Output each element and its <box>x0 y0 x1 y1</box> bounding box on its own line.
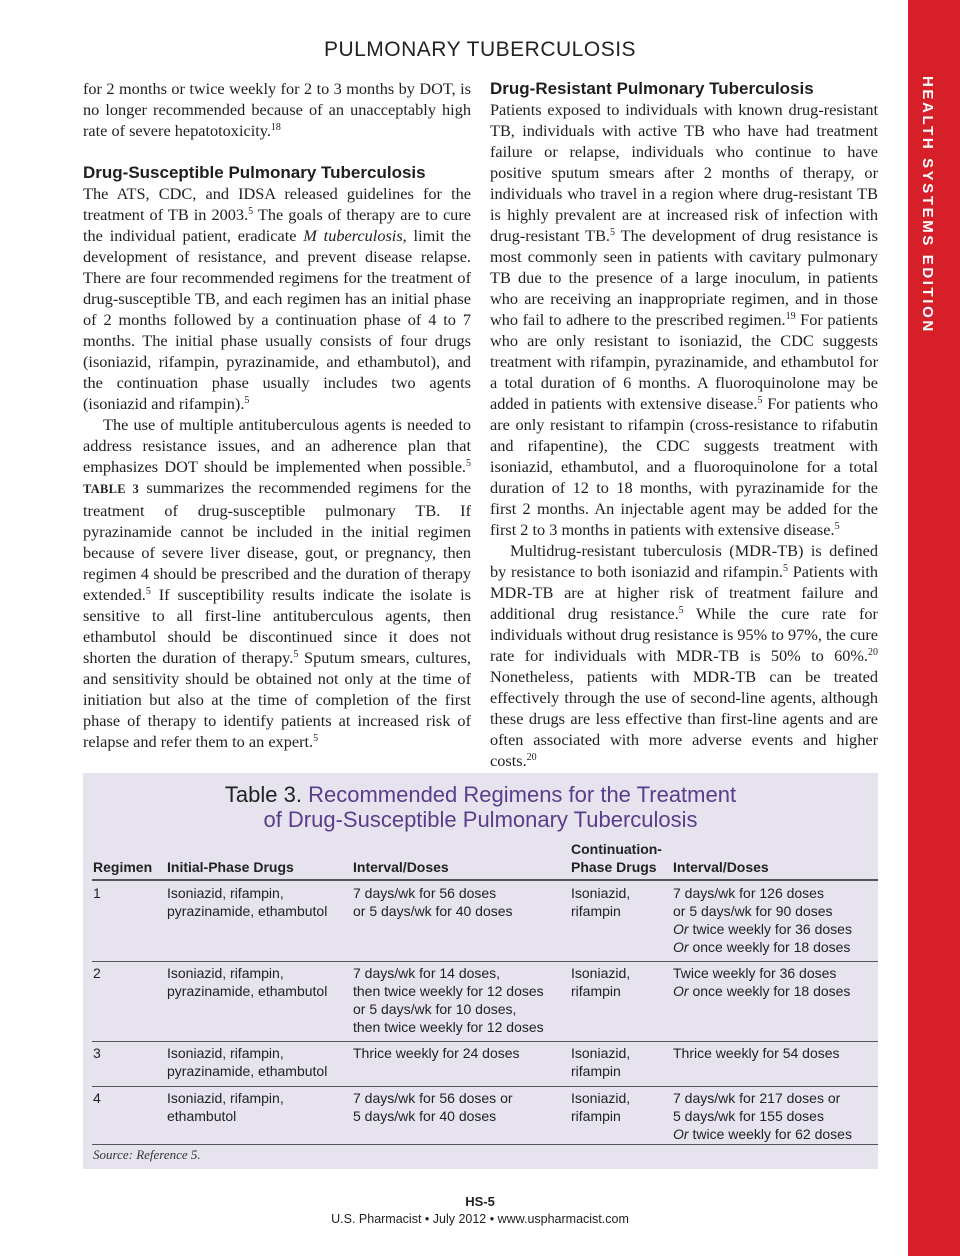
header-continuation-phase: Continuation- Phase Drugs <box>571 841 662 875</box>
header-regimen: Regimen <box>93 859 153 875</box>
table-cell-continuation: Isoniazid, rifampin <box>571 965 631 999</box>
row-divider <box>92 1144 878 1145</box>
table-cell-interval-continuation: Thrice weekly for 54 doses <box>673 1045 840 1061</box>
paragraph: for 2 months or twice weekly for 2 to 3 months by DOT, is no longer recommended because of an unacceptably high rate of severe hepatotoxicity.$^{18}$ <box>83 79 471 140</box>
paragraph: Patients exposed to individuals with known drug-resistant TB, individuals with active TB who have had treatment failure or relapse, individuals who continue to have positive sputum smears after 2 months of therapy, or individuals who travel in a region where drug-resistant TB is highly prevalent are at increased risk of infection with drug-resistant TB.$^5$ The development of drug resistance is most commonly seen in patients with cavitary pulmonary TB due to the presence of a large inoculum, in patients who are receiving an inappropriate regimen, and in those who fail to adhere to the prescribed regimen.$^{19}$ For patients who are only resistant to isoniazid, the CDC suggests treatment with rifampin, pyrazinamide, and ethambutol for a total duration of 6 months. A fluoroquinolone may be added in patients with extensive disease.$^5$ For patients who are only resistant to rifampin (cross-resistance to rifabutin and rifapentine), the CDC suggests treatment with isoniazid, ethambutol, and a fluoroquinolone for a total duration of 12 to 18 months, with pyrazinamide for the first 2 months. An injectable agent may be added for the first 2 to 3 months in patients with extensive disease.$^5$ <box>490 100 879 539</box>
row-divider <box>92 1041 878 1042</box>
table-cell-continuation: Isoniazid, rifampin <box>571 1045 631 1079</box>
table-cell-initial: Isoniazid, rifampin, ethambutol <box>167 1090 284 1124</box>
header-interval: Interval/Doses <box>353 859 449 875</box>
running-header: PULMONARY TUBERCULOSIS <box>323 38 637 61</box>
table-cell-continuation: Isoniazid, rifampin <box>571 885 631 919</box>
right-column <box>490 78 878 771</box>
publication-footer: U.S. Pharmacist • July 2012 • www.uspharmacist.com <box>331 1212 629 1226</box>
header-rule <box>92 879 878 881</box>
left-column <box>83 78 471 752</box>
paragraph: The ATS, CDC, and IDSA released guidelines for the treatment of TB in 2003.$^5$ The goals of therapy are to cure the individual patient, eradicate M tuberculosis, limit the development of resistance, and prevent disease relapse. There are four recommended regimens for the treatment of drug-susceptible TB, and each regimen has an initial phase of 2 months followed by a continuation phase of 4 to 7 months. The initial phase usually consists of four drugs (isoniazid, rifampin, pyrazinamide, and ethambutol), and the continuation phase usually includes two agents (isoniazid and rifampin).$^5$ <box>83 184 472 413</box>
regimen-table <box>83 773 878 1169</box>
table-reference: TABLE 3 <box>83 482 140 496</box>
page-number: HS-5 <box>465 1194 495 1209</box>
table-cell-interval: 7 days/wk for 14 doses, then twice weekly for 12 doses or 5 days/wk for 10 doses, then twice weekly for 12 doses <box>353 965 544 1035</box>
table-cell-interval-continuation: 7 days/wk for 217 doses or 5 days/wk for 155 doses Or twice weekly for 62 doses <box>673 1090 852 1142</box>
paragraph: Multidrug-resistant tuberculosis (MDR-TB) is defined by resistance to both isoniazid and rifampin.$^5$ Patients with MDR-TB are at higher risk of treatment failure and additional drug resistance.$^5$ While the cure rate for individuals without drug resistance is 95% to 97%, the cure rate for individuals with MDR-TB is 50% to 60%.$^{20}$ Nonetheless, patients with MDR-TB can be treated effectively through the use of second-line agents, although these drugs are less effective than first-line agents and are often associated with more adverse events and higher costs.$^{20}$ <box>490 541 878 770</box>
paragraph: The use of multiple antituberculous agents is needed to address resistance issues, and an adherence plan that emphasizes DOT should be implemented when possible.$^5$ TABLE 3 summarizes the recommended regimens for the treatment of drug-susceptible pulmonary TB. If pyrazinamide cannot be included in the initial regimen because of severe liver disease, gout, or pregnancy, then regimen 4 should be prescribed and the duration of therapy extended.$^5$ If susceptibility results indicate the isolate is sensitive to all first-line antituberculous agents, then ethambutol should be discontinued since it does not shorten the duration of therapy.$^5$ Sputum smears, cultures, and sensitivity should be obtained not only at the time of initiation but also at the time of completion of the first phase of therapy to identify patients at increased risk of relapse and refer them to an expert.$^5$ <box>83 415 471 751</box>
table-cell-interval-continuation: Twice weekly for 36 doses Or once weekly for 18 doses <box>673 965 851 999</box>
section-heading: Drug-Susceptible Pulmonary Tuberculosis <box>83 163 426 182</box>
table-cell-initial: Isoniazid, rifampin, pyrazinamide, ethambutol <box>167 965 328 999</box>
row-divider <box>92 961 878 962</box>
table-cell-regimen: 4 <box>93 1090 101 1106</box>
sidebar-label: HEALTH SYSTEMS EDITION <box>919 76 936 334</box>
table-source: Source: Reference 5. <box>93 1147 201 1162</box>
table-cell-regimen: 3 <box>93 1045 101 1061</box>
table-title: Table 3. Recommended Regimens for the Treatment of Drug-Susceptible Pulmonary Tuberculosis <box>224 782 737 832</box>
section-heading: Drug-Resistant Pulmonary Tuberculosis <box>490 79 814 98</box>
table-cell-regimen: 2 <box>93 965 101 981</box>
table-cell-interval: Thrice weekly for 24 doses <box>353 1045 520 1061</box>
table-cell-initial: Isoniazid, rifampin, pyrazinamide, ethambutol <box>167 1045 328 1079</box>
table-cell-initial: Isoniazid, rifampin, pyrazinamide, ethambutol <box>167 885 328 919</box>
header-interval-continuation: Interval/Doses <box>673 859 769 875</box>
table-cell-interval: 7 days/wk for 56 doses or 5 days/wk for 40 doses <box>353 885 513 919</box>
header-initial-phase: Initial-Phase Drugs <box>167 859 294 875</box>
table-cell-regimen: 1 <box>93 885 101 901</box>
table-cell-interval: 7 days/wk for 56 doses or 5 days/wk for 40 doses <box>353 1090 513 1124</box>
table-cell-continuation: Isoniazid, rifampin <box>571 1090 631 1124</box>
row-divider <box>92 1086 878 1087</box>
table-cell-interval-continuation: 7 days/wk for 126 doses or 5 days/wk for 90 doses Or twice weekly for 36 doses Or once weekly for 18 doses <box>673 885 852 955</box>
